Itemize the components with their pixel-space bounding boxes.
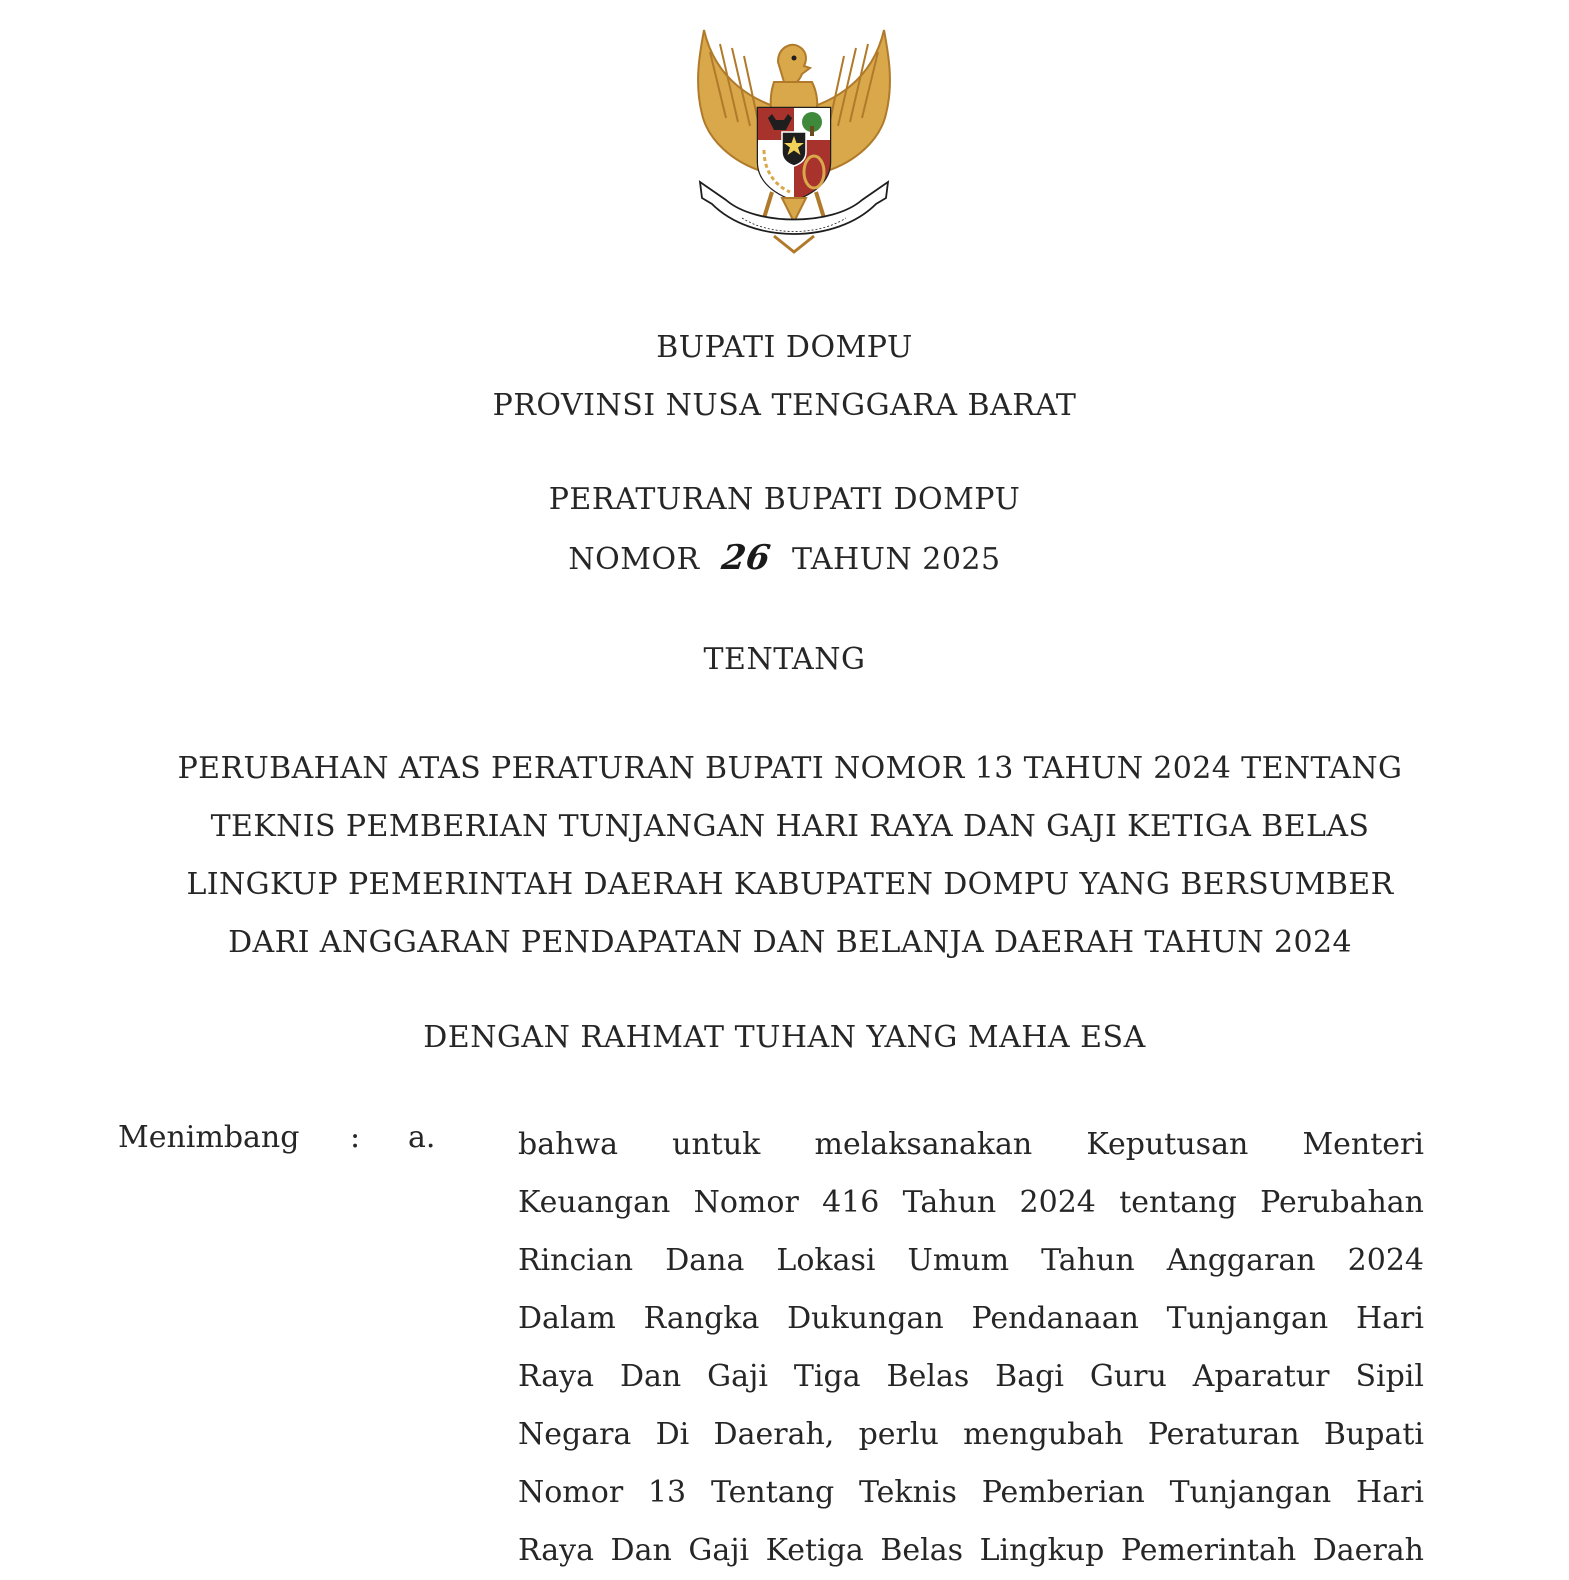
considering-text <box>518 1116 1424 1580</box>
considering-line: Raya Dan Gaji Ketiga Belas Lingkup Pemerintah Daerah <box>518 1533 1424 1568</box>
considering-line: Dalam Rangka Dukungan Pendanaan Tunjangan Hari <box>518 1301 1424 1336</box>
preamble: DENGAN RAHMAT TUHAN YANG MAHA ESA <box>423 1020 1146 1055</box>
subject-line: DARI ANGGARAN PENDAPATAN DAN BELANJA DAERAH TAHUN 2024 <box>228 925 1352 960</box>
considering-colon: : <box>350 1120 361 1155</box>
regulation-number-line <box>0 538 1569 578</box>
regulation-number-suffix: TAHUN 2025 <box>791 542 1001 577</box>
regulation-subject <box>150 740 1430 972</box>
regulation-about: TENTANG <box>703 642 866 677</box>
subject-line: PERUBAHAN ATAS PERATURAN BUPATI NOMOR 13 TAHUN 2024 TENTANG <box>177 751 1403 786</box>
considering-line: Raya Dan Gaji Tiga Belas Bagi Guru Aparatur Sipil <box>518 1359 1424 1394</box>
subject-line: TEKNIS PEMBERIAN TUNJANGAN HARI RAYA DAN GAJI KETIGA BELAS <box>210 809 1370 844</box>
considering-line: Nomor 13 Tentang Teknis Pemberian Tunjangan Hari <box>518 1475 1424 1510</box>
regulation-title: PERATURAN BUPATI DOMPU <box>548 482 1021 517</box>
considering-label: Menimbang <box>118 1120 300 1155</box>
considering-item-letter: a. <box>408 1120 436 1155</box>
header-province: PROVINSI NUSA TENGGARA BARAT <box>492 388 1077 423</box>
considering-line: Rincian Dana Lokasi Umum Tahun Anggaran 2024 <box>518 1243 1424 1278</box>
considering-line: Keuangan Nomor 416 Tahun 2024 tentang Perubahan <box>518 1185 1424 1220</box>
regulation-number-handwritten: 26 <box>718 538 773 578</box>
regulation-number-prefix: NOMOR <box>568 542 700 577</box>
considering-line: bahwa untuk melaksanakan Keputusan Menteri <box>518 1127 1424 1162</box>
considering-line: Negara Di Daerah, perlu mengubah Peraturan Bupati <box>518 1417 1424 1452</box>
garuda-emblem-icon <box>686 22 902 254</box>
header-title: BUPATI DOMPU <box>656 330 913 365</box>
subject-line: LINGKUP PEMERINTAH DAERAH KABUPATEN DOMPU YANG BERSUMBER <box>186 867 1394 902</box>
